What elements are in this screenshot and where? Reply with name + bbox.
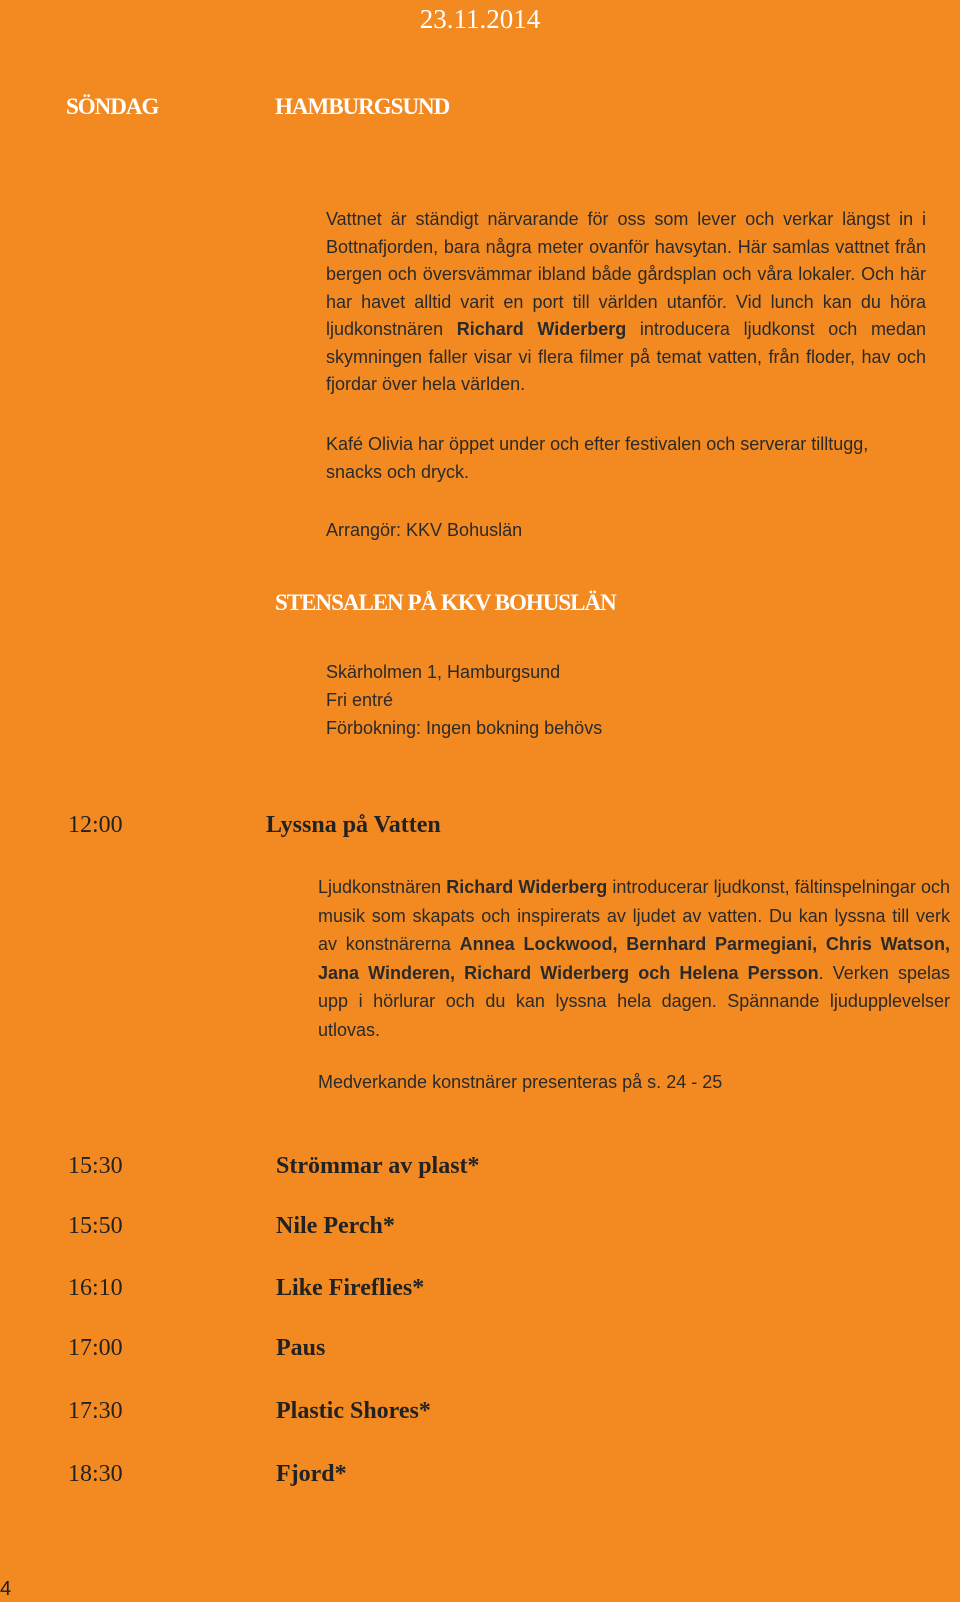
- venue-info: [326, 658, 602, 742]
- schedule-time: 18:30: [68, 1461, 123, 1487]
- schedule-time: 15:30: [68, 1153, 123, 1179]
- schedule-title: Like Fireflies*: [276, 1275, 425, 1301]
- date-heading: 23.11.2014: [419, 4, 541, 34]
- venue-entry: Fri entré: [326, 690, 394, 710]
- venue-heading: STENSALEN PÅ KKV BOHUSLÄN: [275, 590, 616, 615]
- featured-time: 12:00: [68, 812, 123, 838]
- venue-address: Skärholmen 1, Hamburgsund: [326, 662, 561, 682]
- schedule-time: 16:10: [68, 1275, 123, 1301]
- schedule-title: Plastic Shores*: [276, 1398, 431, 1424]
- schedule-time: 15:50: [68, 1213, 123, 1239]
- day-label: SÖNDAG: [66, 94, 159, 119]
- schedule-title: Paus: [276, 1335, 326, 1361]
- schedule-title: Nile Perch*: [276, 1213, 395, 1239]
- intro-paragraph: Vattnet är ständigt närvarande för oss som lever och verkar längst in i Bottnafjorden, bara några meter ovanför havsytan. Här samlas vattnet från bergen och översvämmar ibland både gårdsplan och våra lokaler. Och här har havet alltid varit en port till världen utanför. Vid lunch kan du höra ljudkonstnären Richard Widerberg introducera ljudkonst och medan skymningen faller visar vi flera filmer på temat vatten, från floder, hav och fjordar över hela världen.: [326, 209, 926, 394]
- schedule-title: Fjord*: [276, 1461, 347, 1487]
- schedule-title: Strömmar av plast*: [276, 1153, 480, 1179]
- page-number: 4: [0, 1578, 12, 1600]
- schedule-time: 17:30: [68, 1398, 123, 1424]
- cafe-paragraph: Kafé Olivia har öppet under och efter festivalen och serverar tilltugg, snacks och dryck.: [326, 434, 869, 482]
- artist-name: Richard Widerberg: [456, 319, 627, 339]
- featured-note: Medverkande konstnärer presenteras på s. 24 - 25: [318, 1072, 723, 1092]
- venue-booking: Förbokning: Ingen bokning behövs: [326, 718, 603, 738]
- featured-title: Lyssna på Vatten: [266, 812, 441, 838]
- place-label: HAMBURGSUND: [275, 94, 450, 119]
- organizer-line: Arrangör: KKV Bohuslän: [326, 520, 523, 540]
- featured-description: Ljudkonstnären Richard Widerberg introducerar ljudkonst, fältinspelningar och musik som skapats och inspirerats av ljudet av vatten. Du kan lyssna till verk av konstnärerna Annea Lockwood, Bernhard Parmegiani, Chris Watson, Jana Winderen, Richard Widerberg och Helena Persson. Verken spelas upp i hörlurar och du kan lyssna hela dagen. Spännande ljudupplevelser utlovas.: [318, 877, 950, 1040]
- schedule-time: 17:00: [68, 1335, 123, 1361]
